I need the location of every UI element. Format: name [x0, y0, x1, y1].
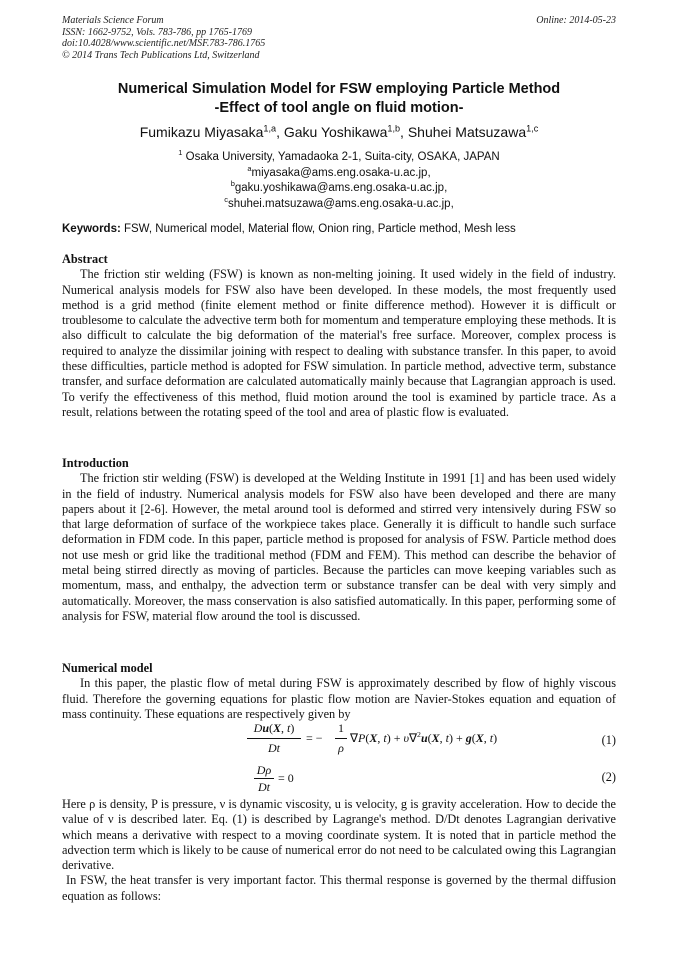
eq1-one: 1: [338, 721, 344, 735]
email-line: $^c$shuhei.matsuzawa@ams.eng.osaka-u.ac.jp,: [224, 194, 454, 210]
eq2-denominator: Dt: [258, 780, 270, 794]
issn-line: ISSN: 1662-9752, Vols. 783-786, pp 1765-1769: [62, 26, 252, 38]
numerical-model-text: In this paper, the plastic flow of metal during FSW is approximately described by flow of highly viscous fluid. Therefore the governing equations for plastic flow motion are Navier-Stokes equation and equation of mass continuity. These equations are respectively given by: [62, 676, 616, 721]
journal-header: [62, 15, 616, 61]
author-affil-mark: 1,a: [263, 123, 277, 134]
numerical-model-heading: Numerical model: [62, 661, 153, 675]
title-line-1: Numerical Simulation Model for FSW employing Particle Method: [117, 81, 561, 97]
affiliation-block: [40, 150, 638, 212]
heat-transfer-text: In FSW, the heat transfer is very important factor. This thermal response is governed by the thermal diffusion equation as follows:: [62, 873, 616, 903]
title-line-2: -Effect of tool angle on fluid motion-: [214, 100, 464, 116]
author-affil-mark: 1,c: [526, 123, 539, 134]
doi-line: doi:10.4028/www.scientific.net/MSF.783-786.1765: [62, 38, 266, 49]
journal-name: Materials Science Forum: [62, 15, 164, 26]
equation-2-number: (2): [601, 770, 616, 784]
equation-explanation-text: Here ρ is density, P is pressure, ν is dynamic viscosity, u is velocity, g is gravity acceleration. How to decide the value of ν is described later. Eq. (1) is described by Lagrange's method. D/Dt denotes Lagrangian derivative which means a derivative with respect to a moving coordinate system. It is noted that in particle method the advection term which is likely to be cause of numerical error do not need to be calculated owing this Lagrangian derivative.: [62, 797, 616, 873]
copyright-line: © 2014 Trans Tech Publications Ltd, Switzerland: [62, 49, 260, 61]
eq2-rhs: = 0: [278, 771, 294, 785]
abstract-heading: Abstract: [62, 252, 108, 266]
email-line: $^b$gaku.yoshikawa@ams.eng.osaka-u.ac.jp,: [230, 179, 448, 194]
eq1-rho-bar: [335, 738, 347, 739]
author-name: Gaku Yoshikawa: [283, 124, 388, 140]
author-affil-mark: 1,b: [387, 123, 401, 134]
keywords-label: Keywords:: [62, 223, 121, 235]
abstract-text: The friction stir welding (FSW) is known as non-melting joining. It used widely in the field of industry. Numerical analysis models for FSW also have been developed. In these models, the most frequently used method is a grid method (finite element method or finite difference method). However it is difficult or troublesome to calculate the advective term both for momentum and temperature employing these methods. It is also difficult to calculate the big deformation of the material's free surface. Moreover, complex process is required to analyze the dissimilar joining with respect to dealing with substance transfer. In this paper, to avoid these difficulties, particle method is adopted for FSW simulation. In particle method, advective term, substance transfer, and surface deformation are calculated automatically mainly because that Lagrangian approach is used. To verify the effectiveness of this method, fluid motion around the tool is examined by particle trace. As a result, relations between the rotating speed of the tool and area of plastic flow is evaluated.: [62, 267, 616, 419]
affiliation-line: $^1$ Osaka University, Yamadaoka 2-1, Suita-city, OSAKA, JAPAN: [178, 148, 500, 163]
eq1-rho: ρ: [338, 741, 344, 755]
equation-explanation: [62, 797, 616, 904]
paper-title: [40, 80, 638, 118]
introduction-text: The friction stir welding (FSW) is developed at the Welding Institute in 1991 [1] and has been used widely in the field of industry. Numerical analysis models for FSW also have been developed and there are many papers about it [2-6]. However, the metal around tool is deformed and stirred very intensively during FSW so that large deformation of surface of the workpiece takes place. Generally it is difficult to handle such surface deformation in FDM code. In this paper, particle method is proposed for analysis of FSW. Particle method does not use mesh or grid like the traditional method (FDM and FEM). This method can describe the behavior of metal being stirred directly as moving of particles. Because the particles can move keeping variables such as momentum, mass, and enthalpy, the advection term or substance transfer can be deal with very simply and automatically. Moreover, the mass conservation is also satisfied automatically. In this paper, performing some of analysis for FSW, material flow around the tool is discussed.: [62, 471, 616, 623]
eq1-fraction-bar: [247, 738, 301, 739]
numerical-model-section: [62, 661, 616, 722]
eq1-denominator: Dt: [268, 741, 280, 755]
author-name: Shuhei Matsuzawa: [407, 124, 527, 140]
keywords: [62, 222, 616, 236]
email-line: $^a$miyasaka@ams.eng.osaka-u.ac.jp,: [247, 163, 431, 179]
eq1-equals: = −: [306, 731, 323, 745]
eq1-rhs: ∇P(X, t) + υ∇$^2$u(X, t) + g(X, t): [350, 730, 498, 745]
introduction-section: [62, 456, 616, 624]
eq2-numerator: Dρ: [256, 763, 272, 777]
introduction-heading: Introduction: [62, 456, 129, 470]
eq1-numerator: Du(X, t): [253, 721, 295, 735]
eq2-fraction-bar: [254, 778, 274, 779]
keywords-text: FSW, Numerical model, Material flow, Onion ring, Particle method, Mesh less: [120, 223, 516, 235]
author-name: Fumikazu Miyasaka: [139, 124, 264, 140]
author-list: Fumikazu Miyasaka$^{1,a}$, Gaku Yoshikawa$^{1,b}$, Shuhei Matsuzawa$^{1,c}$: [139, 123, 539, 140]
online-date: Online: 2014-05-23: [536, 15, 616, 26]
equation-1-number: (1): [601, 733, 616, 747]
equation-1: [247, 721, 547, 763]
equation-2: [254, 763, 334, 797]
abstract-section: [62, 252, 616, 420]
